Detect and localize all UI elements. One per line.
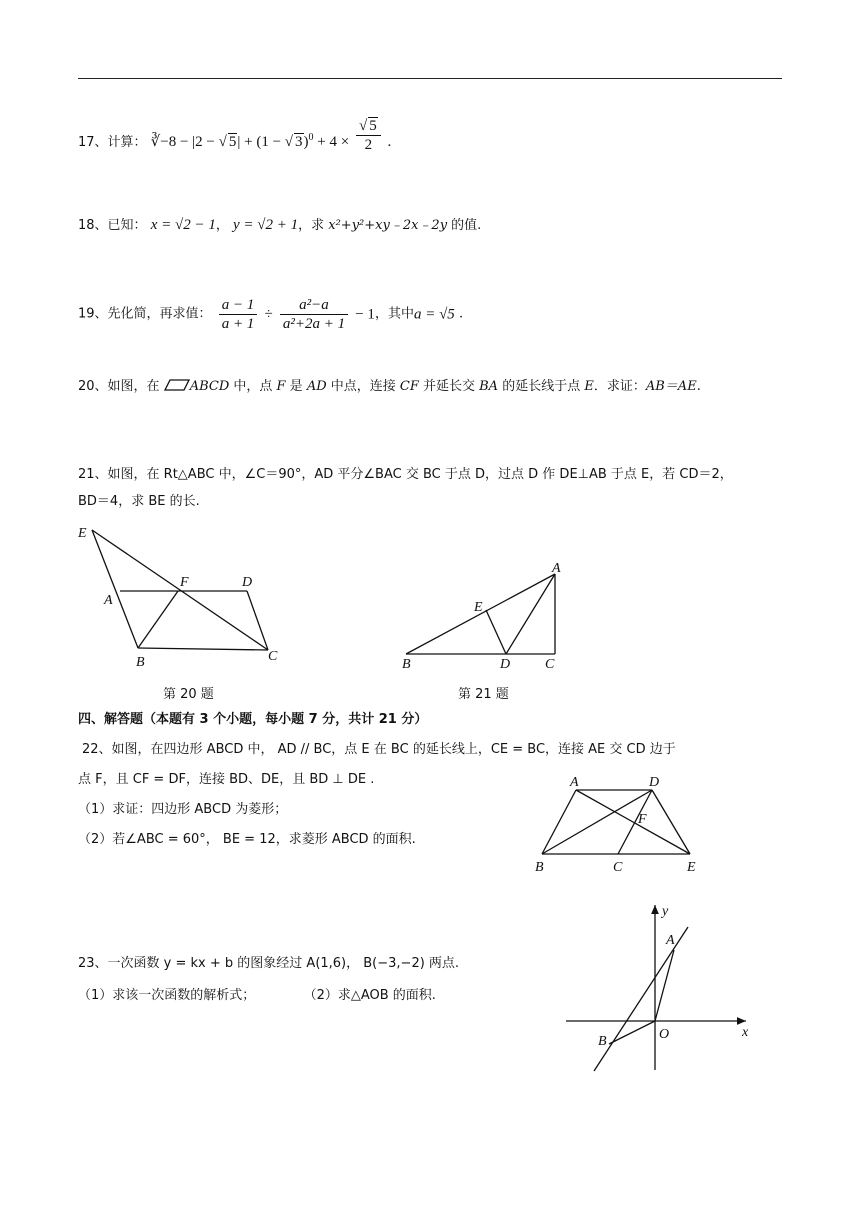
fig21-label-D: D [500, 657, 511, 672]
fig21-label-E: E [474, 600, 483, 615]
fig23-label-O: O [659, 1027, 670, 1042]
fig22-label-C: C [613, 860, 623, 875]
q23-part-2: （2）求△AOB 的面积. [303, 988, 436, 1003]
question-20: 20、如图，在 ABCD 中，点 F 是 AD 中点，连接 CF 并延长交 BA 的延长线于点 E．求证：AB＝AE. [78, 379, 701, 394]
fig23-label-B: B [598, 1034, 607, 1049]
figure-21 [398, 556, 578, 676]
fig23-label-x: x [742, 1025, 749, 1040]
fig22-label-A: A [570, 775, 579, 790]
fig22-label-E: E [687, 860, 696, 875]
fig20-caption: 第 20 题 [163, 687, 214, 702]
header-rule [78, 78, 782, 79]
q23-part-1: （1）求该一次函数的解析式； [78, 988, 256, 1003]
fig21-caption: 第 21 题 [458, 687, 509, 702]
q22-line-1: 22、如图，在四边形 ABCD 中， AD // BC，点 E 在 BC 的延长线上，CE = BC，连接 AE 交 CD 边于 [82, 742, 676, 757]
fig22-label-B: B [535, 860, 544, 875]
fig20-label-F: F [180, 575, 189, 590]
q18-expression: x²+y²+xy﹣2x﹣2y [328, 218, 448, 233]
q22-part-2: （2）若∠ABC = 60°， BE = 12，求菱形 ABCD 的面积. [78, 832, 416, 847]
q22-part-1: （1）求证：四边形 ABCD 为菱形； [78, 802, 288, 817]
figure-23 [560, 895, 760, 1080]
q18-x-value: x = √2 − 1 [150, 217, 216, 233]
parallelogram-icon [164, 378, 190, 392]
question-17 [78, 118, 392, 154]
q22-line-2: 点 F，且 CF = DF，连接 BD、DE，且 BD ⊥ DE . [78, 772, 375, 787]
q21-line-2: BD＝4，求 BE 的长. [78, 494, 200, 509]
fig23-label-y: y [662, 904, 669, 919]
fig20-label-D: D [242, 575, 253, 590]
question-18: 18、已知： x = √2 − 1， y = √2 + 1，求 x²+y²+xy﹣2x﹣2y 的值. [78, 217, 482, 233]
figure-22 [530, 770, 710, 880]
question-23 [78, 954, 459, 1006]
fig20-label-C: C [268, 649, 278, 664]
fig21-label-C: C [545, 657, 555, 672]
question-19: 19、先化简，再求值： $\frac{a - 1}{a + 1}$ ÷ $\frac{\text{a²−a}}{\text{a²+2a + 1}}$ − 1，其中a = √5 . [78, 297, 464, 332]
question-21 [78, 465, 733, 512]
fig23-label-A: A [666, 933, 675, 948]
fig20-label-B: B [136, 655, 145, 670]
fig22-label-F: F [638, 812, 647, 827]
fig20-label-E: E [78, 526, 87, 541]
fig21-label-A: A [552, 561, 561, 576]
q17-expression: ∛−8 − |2 − √ 5| + (1 − √ 3)$^0$ + 4 × $\frac{√ 5}{2}$ . [150, 118, 392, 154]
section-4-title: 四、解答题（本题有 3 个小题，每小题 7 分，共计 21 分） [78, 712, 428, 727]
q21-line-1: 21、如图，在 Rt△ABC 中，∠C＝90°，AD 平分∠BAC 交 BC 于点 D，过点 D 作 DE⊥AB 于点 E，若 CD＝2， [78, 467, 733, 482]
fig20-label-A: A [104, 593, 113, 608]
fig21-label-B: B [402, 657, 411, 672]
fig22-label-D: D [649, 775, 660, 790]
q23-line-1: 23、一次函数 y = kx + b 的图象经过 A(1,6)， B(−3,−2) 两点. [78, 956, 460, 971]
q18-y-value: y = √2 + 1 [232, 217, 299, 233]
figure-20 [70, 520, 300, 670]
q17-label: 17、计算： [78, 135, 147, 150]
